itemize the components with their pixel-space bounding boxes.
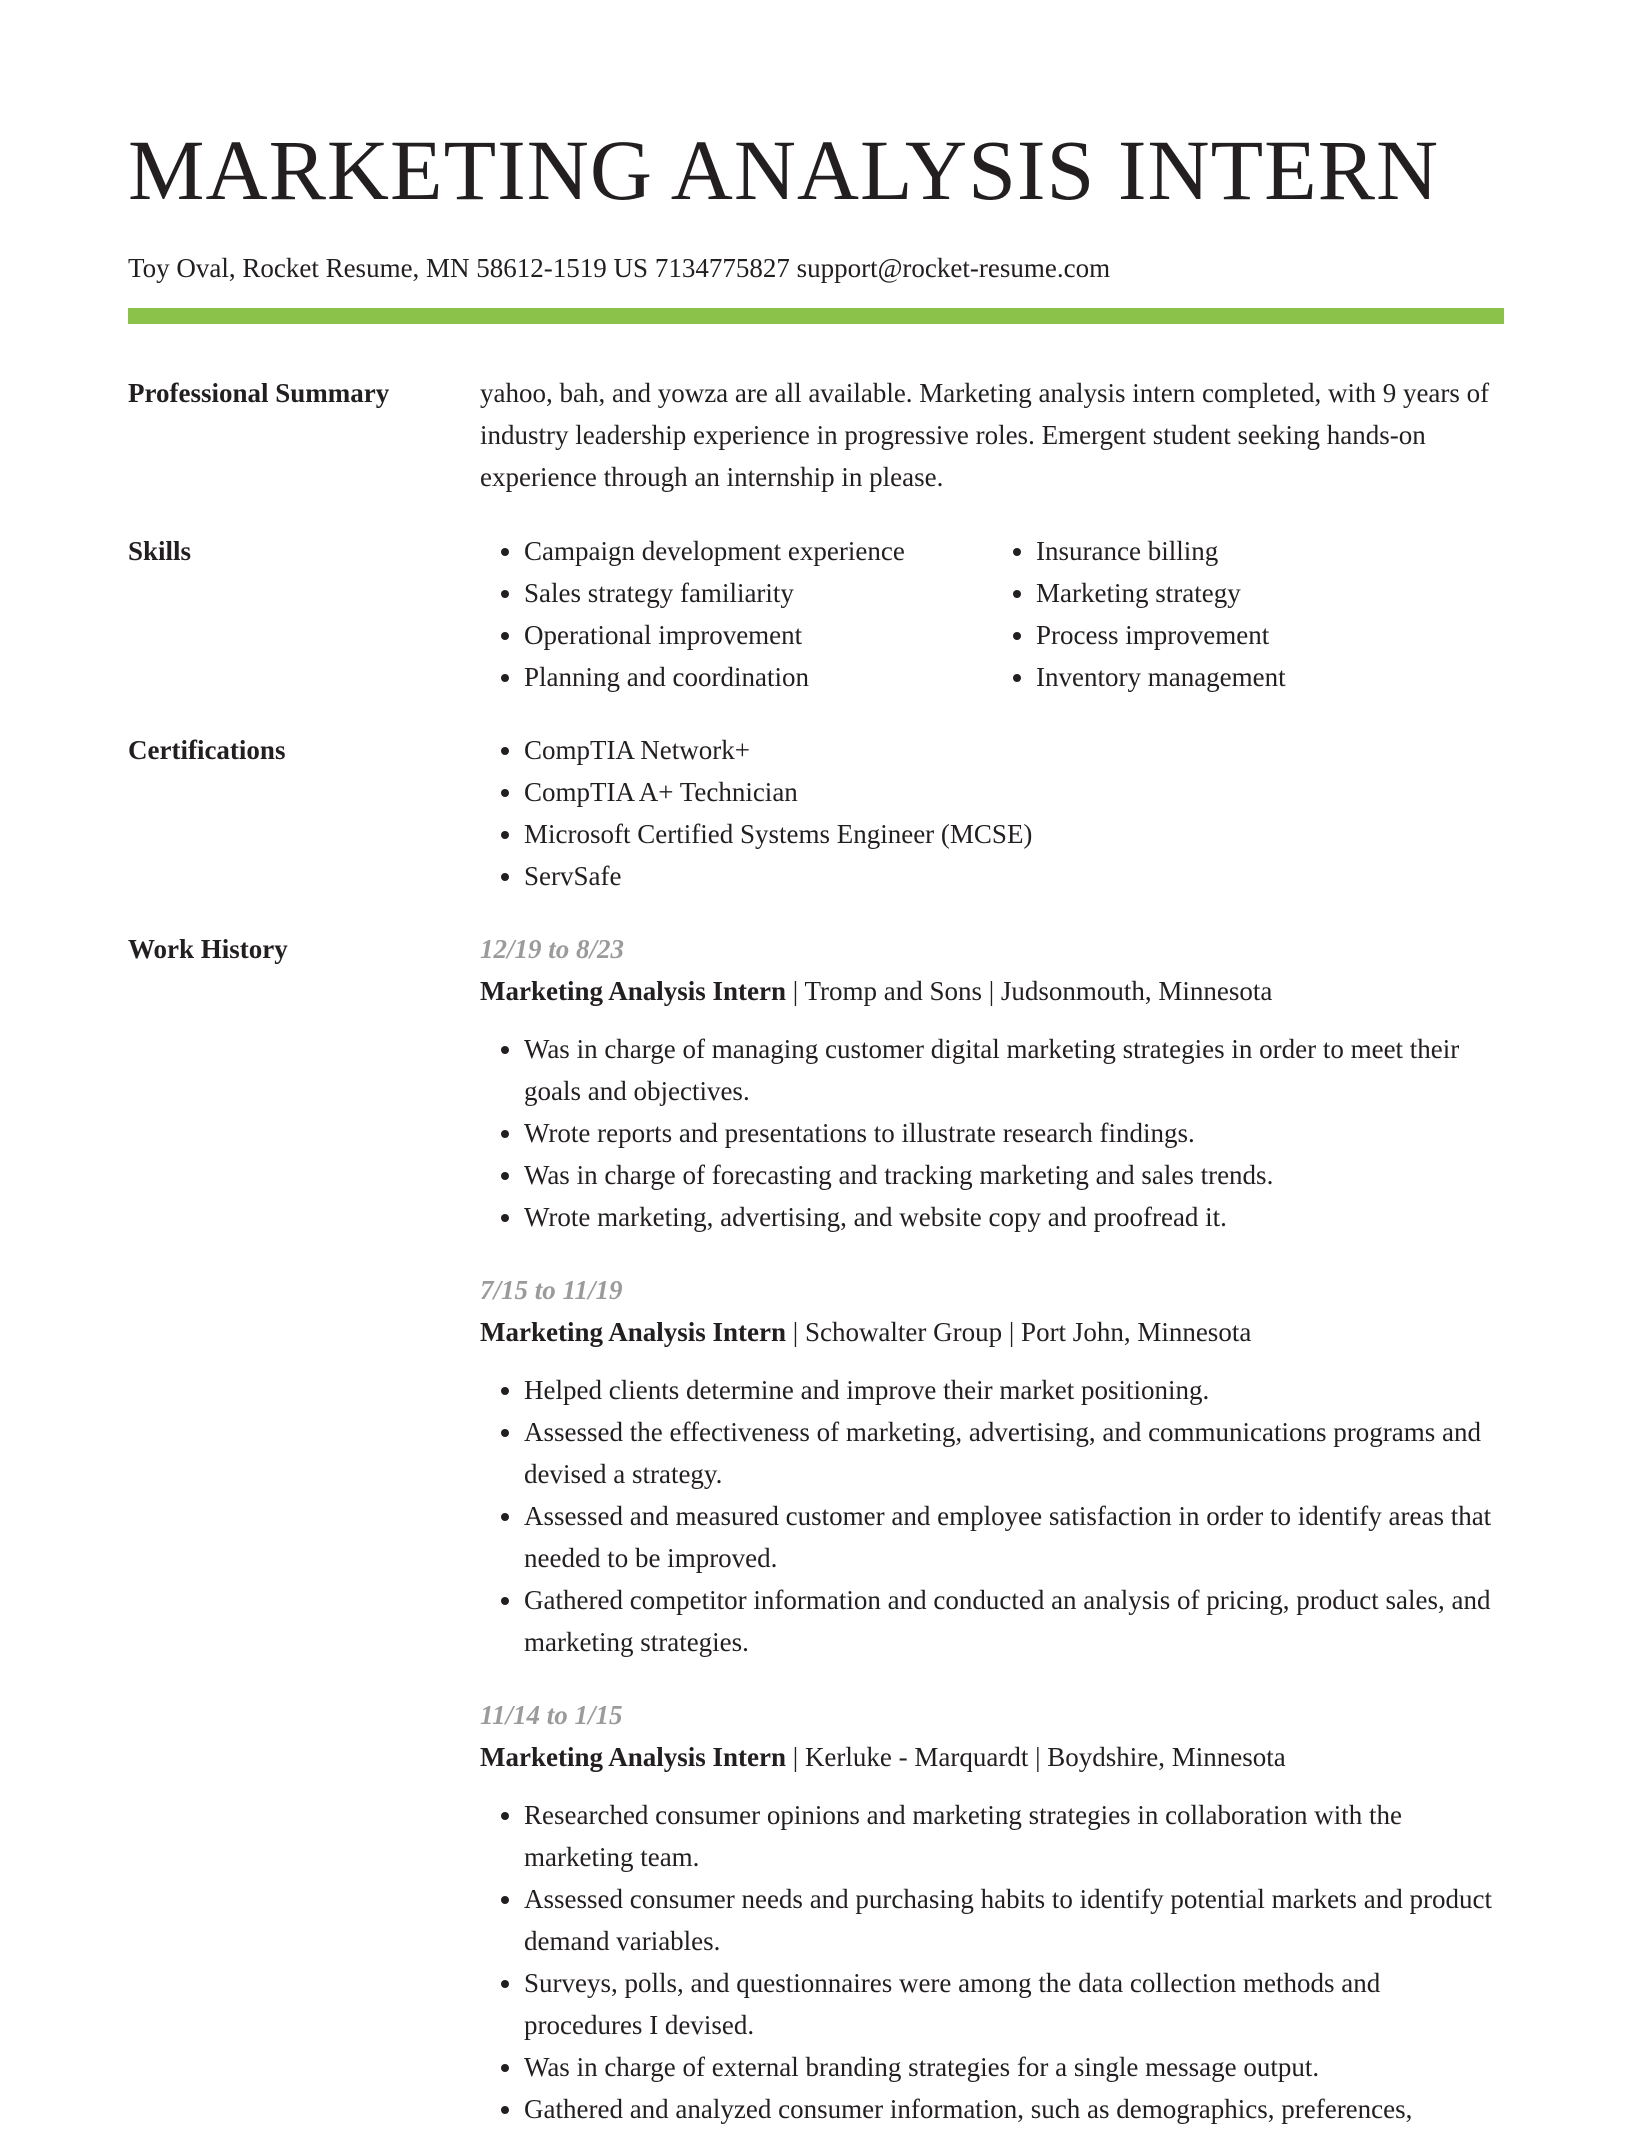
job-bullet: • Wrote marketing, advertising, and website copy and proofread it. [524,1196,1504,1238]
job-separator: | [786,976,805,1006]
resume-page [128,0,1504,2130]
section-label-summary: Professional Summary [128,378,390,408]
job-bullets [480,1794,1504,2130]
skills-column-left [480,530,992,698]
professional-summary-section [128,372,1504,498]
accent-divider [128,308,1504,324]
job-bullet: • Was in charge of forecasting and tracking marketing and sales trends. [524,1154,1504,1196]
job-title: Marketing Analysis Intern [480,1317,787,1347]
section-label-skills: Skills [128,536,192,566]
job-bullet: • Surveys, polls, and questionnaires were among the data collection methods and procedures I devised. [524,1962,1504,2046]
job-location: Boydshire, Minnesota [1047,1742,1286,1772]
skills-grid [480,530,1504,698]
skill-item: • Operational improvement [524,614,992,656]
skills-section [128,530,1504,698]
certifications-section [128,729,1504,897]
job-dates: 11/14 to 1/15 [480,1700,623,1730]
certification-item: • ServSafe [524,855,1504,897]
job-company: Kerluke - Marquardt [804,1742,1029,1772]
skill-item: • Inventory management [1036,656,1504,698]
job-bullet: • Wrote reports and presentations to illustrate research findings. [524,1112,1504,1154]
job-company: Tromp and Sons [804,976,982,1006]
job-bullets [480,1369,1504,1663]
job-separator: | [786,1317,805,1347]
job-separator: | [1002,1317,1022,1347]
job-bullet: • Was in charge of managing customer digital marketing strategies in order to meet their goals and objectives. [524,1028,1504,1112]
certification-item: • CompTIA A+ Technician [524,771,1504,813]
section-label-certifications: Certifications [128,735,286,765]
summary-body [480,372,1504,498]
contact-info: Toy Oval, Rocket Resume, MN 58612-1519 US 7134775827 support@rocket-resume.com [128,253,1111,283]
section-label-work-history: Work History [128,934,288,964]
resume-title: MARKETING ANALYSIS INTERN [128,122,1440,218]
job-separator: | [786,1742,805,1772]
job-heading [480,970,1504,1012]
certification-item: • Microsoft Certified Systems Engineer (MCSE) [524,813,1504,855]
job-dates: 12/19 to 8/23 [480,934,625,964]
job-location: Port John, Minnesota [1021,1317,1252,1347]
skill-item: • Sales strategy familiarity [524,572,992,614]
job-separator: | [982,976,1001,1006]
job-bullet: • Assessed the effectiveness of marketing, advertising, and communications programs and devised a strategy. [524,1411,1504,1495]
job-company: Schowalter Group [804,1317,1003,1347]
skills-column-right [992,530,1504,698]
job-title: Marketing Analysis Intern [480,1742,787,1772]
skill-item: • Campaign development experience [524,530,992,572]
work-history-section [128,928,1504,2130]
job-title: Marketing Analysis Intern [480,976,787,1006]
job-bullet: • Helped clients determine and improve their market positioning. [524,1369,1504,1411]
certification-item: • CompTIA Network+ [524,729,1504,771]
skill-item: • Marketing strategy [1036,572,1504,614]
job-bullet: • Assessed and measured customer and employee satisfaction in order to identify areas that needed to be improved. [524,1495,1504,1579]
skill-item: • Planning and coordination [524,656,992,698]
job-bullet: • Assessed consumer needs and purchasing habits to identify potential markets and product demand variables. [524,1878,1504,1962]
certifications-list [480,729,1504,897]
job-dates: 7/15 to 11/19 [480,1275,623,1305]
job-bullet: • Gathered and analyzed consumer information, such as demographics, preferences, [524,2088,1504,2130]
job-bullets [480,1028,1504,1238]
job-location: Judsonmouth, Minnesota [1000,976,1273,1006]
job-heading [480,1311,1504,1353]
skill-item: • Process improvement [1036,614,1504,656]
job-bullet: • Gathered competitor information and conducted an analysis of pricing, product sales, and marketing strategies. [524,1579,1504,1663]
skill-item: • Insurance billing [1036,530,1504,572]
work-history-body [480,928,1504,2130]
job-separator: | [1028,1742,1048,1772]
job-entry [480,1694,1504,2130]
job-entry [480,928,1504,1238]
summary-text: yahoo, bah, and yowza are all available. Marketing analysis intern completed, with 9 years of industry leadership experience in progressive roles. Emergent student seeking hands-on experience through an internship in please. [480,378,1490,492]
job-bullet: • Was in charge of external branding strategies for a single message output. [524,2046,1504,2088]
job-entry [480,1269,1504,1663]
certifications-body [480,729,1504,897]
job-heading [480,1736,1504,1778]
job-bullet: • Researched consumer opinions and marketing strategies in collaboration with the marketing team. [524,1794,1504,1878]
